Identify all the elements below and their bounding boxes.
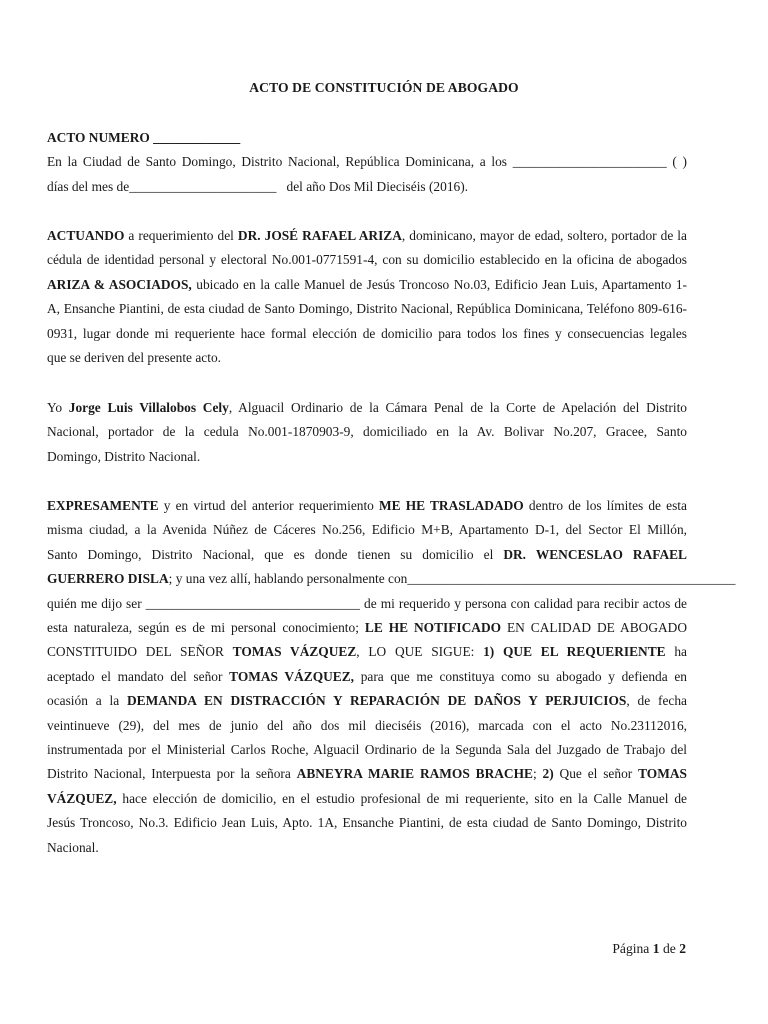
requeriente-name: DR. JOSÉ RAFAEL ARIZA	[237, 228, 402, 243]
blank-ser: ________________________________	[145, 595, 360, 611]
blank-con: _________________________________________________	[407, 571, 736, 587]
firm-name: ARIZA & ASOCIADOS,	[47, 276, 192, 292]
date-line-2: días del mes de______________________ del año Dos Mil Dieciséis (2016).	[47, 178, 469, 194]
actuando-paragraph: ACTUANDO a requerimiento del DR. JOSÉ RAFAEL ARIZA, dominicano, mayor de edad, soltero, portador de la cédula de identidad personal y electoral No.001-0771591-4, con su domicilio establecido en la oficina de abogados ARIZA & ASOCIADOS, ubicado en la calle Manuel de Jesús Troncoso No.03, Edificio Jean Luis, Apartamento 1- A, Ensanche Piantini, de esta ciudad de Santo Domingo, Distrito Nacional, República Dominicana, Teléfono 809-616- 0931, lugar donde mi requeriente hace formal elección de domicilio para todos los fines y consecuencias legales que se deriven del presente acto.	[47, 228, 687, 366]
notificado-keyword: LE HE NOTIFICADO	[364, 620, 502, 636]
cliente-name: TOMAS VÁZQUEZ	[232, 644, 357, 660]
acto-numero-blank: _____________	[153, 130, 241, 145]
acto-numero-paragraph	[47, 126, 687, 199]
date-line-1: En la Ciudad de Santo Domingo, Distrito Nacional, República Dominicana, a los _______________________ ( )	[47, 154, 687, 170]
blank-day: _______________________	[512, 154, 667, 170]
alguacil-paragraph: Yo Jorge Luis Villalobos Cely, Alguacil Ordinario de la Cámara Penal de la Corte de Apelación del Distrito Nacional, portador de la cedula No.001-1870903-9, domiciliado en la Av. Bolivar No.207, Gracee, Santo Domingo, Distrito Nacional.	[47, 400, 687, 464]
punto-1: 1) QUE EL REQUERIENTE	[483, 644, 666, 660]
page-number-footer: Página 1 de 2	[612, 941, 686, 956]
trasladado-keyword: ME HE TRASLADADO	[379, 498, 524, 513]
document-title: ACTO DE CONSTITUCIÓN DE ABOGADO	[249, 80, 519, 95]
punto-2: 2)	[542, 766, 554, 782]
acto-numero-line	[47, 126, 687, 150]
requerido-name: DR. WENCESLAO RAFAEL	[503, 546, 687, 562]
total-pages: 2	[679, 941, 686, 956]
actuando-keyword: ACTUANDO	[47, 228, 125, 243]
expresamente-keyword: EXPRESAMENTE	[47, 498, 159, 513]
demanda-title: DEMANDA EN DISTRACCIÓN Y REPARACIÓN DE DAÑOS Y PERJUICIOS	[127, 693, 627, 709]
current-page: 1	[652, 941, 660, 956]
blank-month: ______________________	[129, 178, 277, 194]
expresamente-paragraph: EXPRESAMENTE y en virtud del anterior requerimiento ME HE TRASLADADO dentro de los límites de esta misma ciudad, a la Avenida Núñez de Cáceres No.256, Edificio M+B, Apartamento D-1, del Sector El Millón, Santo Domingo, Distrito Nacional, que es donde tienen su domicilio el DR. WENCESLAO RAFAEL GUERRERO DISLA; y una vez allí, hablando personalmente con_________________________________________________ quién me dijo ser ________________________________ de mi requerido y persona con calidad para recibir actos de esta naturaleza, según es de mi personal conocimiento; LE HE NOTIFICADO EN CALIDAD DE ABOGADO CONSTITUIDO DEL SEÑOR TOMAS VÁZQUEZ, LO QUE SIGUE: 1) QUE EL REQUERIENTE ha aceptado el mandato del señor TOMAS VÁZQUEZ, para que me constituya como su abogado y defienda en ocasión a la DEMANDA EN DISTRACCIÓN Y REPARACIÓN DE DAÑOS Y PERJUICIOS, de fecha veintinueve (29), del mes de junio del año dos mil dieciséis (2016), marcada con el acto No.23112016, instrumentada por el Ministerial Carlos Roche, Alguacil Ordinario de la Segunda Sala del Juzgado de Trabajo del Distrito Nacional, Interpuesta por la señora ABNEYRA MARIE RAMOS BRACHE; 2) Que el señor TOMAS VÁZQUEZ, hace elección de domicilio, en el estudio profesional de mi requeriente, sito en la Calle Manuel de Jesús Troncoso, No.3. Edificio Jean Luis, Apto. 1A, Ensanche Piantini, de esta ciudad de Santo Domingo, Distrito Nacional.	[47, 498, 736, 855]
demandante-name: ABNEYRA MARIE RAMOS BRACHE	[296, 766, 533, 782]
alguacil-name: Jorge Luis Villalobos Cely	[68, 400, 229, 415]
acto-numero-label: ACTO NUMERO	[47, 130, 150, 145]
